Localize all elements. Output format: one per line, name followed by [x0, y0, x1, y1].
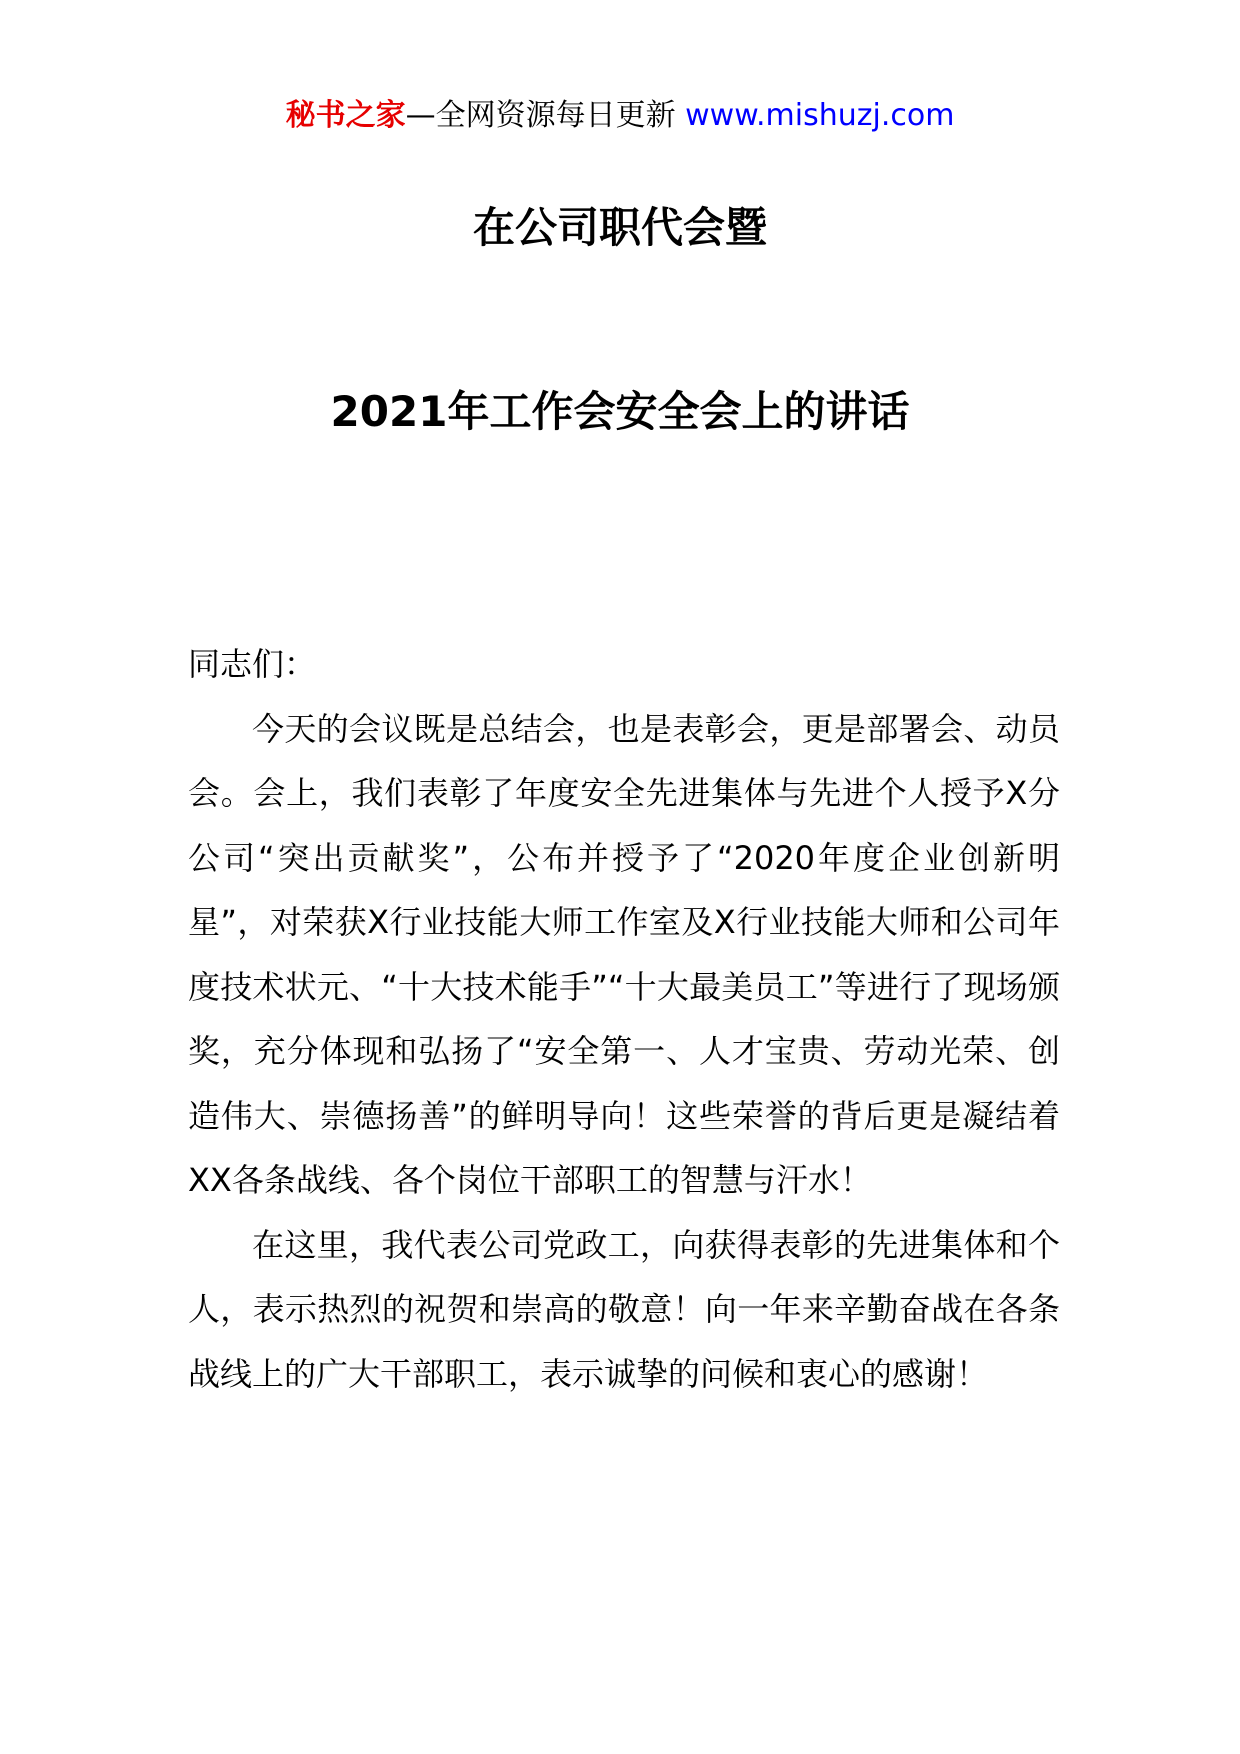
- site-brand: 秘书之家: [285, 98, 406, 133]
- site-url-link[interactable]: www.mishuzj.com: [685, 98, 955, 133]
- salutation: 同志们：: [188, 645, 317, 683]
- document-body: [188, 632, 1060, 1406]
- paragraph: 在这里，我代表公司党政工，向获得表彰的先进集体和个人，表示热烈的祝贺和崇高的敬意！向一年来辛勤奋战在各条战线上的广大干部职工，表示诚挚的问候和衷心的感谢！: [188, 1225, 1060, 1393]
- document-title-line-2: 2021年工作会安全会上的讲话: [330, 387, 910, 436]
- site-header: [0, 96, 1240, 136]
- document-title-line-1: 在公司职代会暨: [472, 203, 767, 252]
- paragraph: 今天的会议既是总结会，也是表彰会，更是部署会、动员会。会上，我们表彰了年度安全先进集体与先进个人授予X分公司“突出贡献奖”，公布并授予了“2020年度企业创新明星”，对荣获X行业技能大师工作室及X行业技能大师和公司年度技术状元、“十大技术能手”“十大最美员工”等进行了现场颁奖，充分体现和弘扬了“安全第一、人才宝贵、劳动光荣、创造伟大、崇德扬善”的鲜明导向！这些荣誉的背后更是凝结着XX各条战线、各个岗位干部职工的智慧与汗水！: [188, 709, 1060, 1199]
- site-tagline: —全网资源每日更新: [405, 98, 686, 133]
